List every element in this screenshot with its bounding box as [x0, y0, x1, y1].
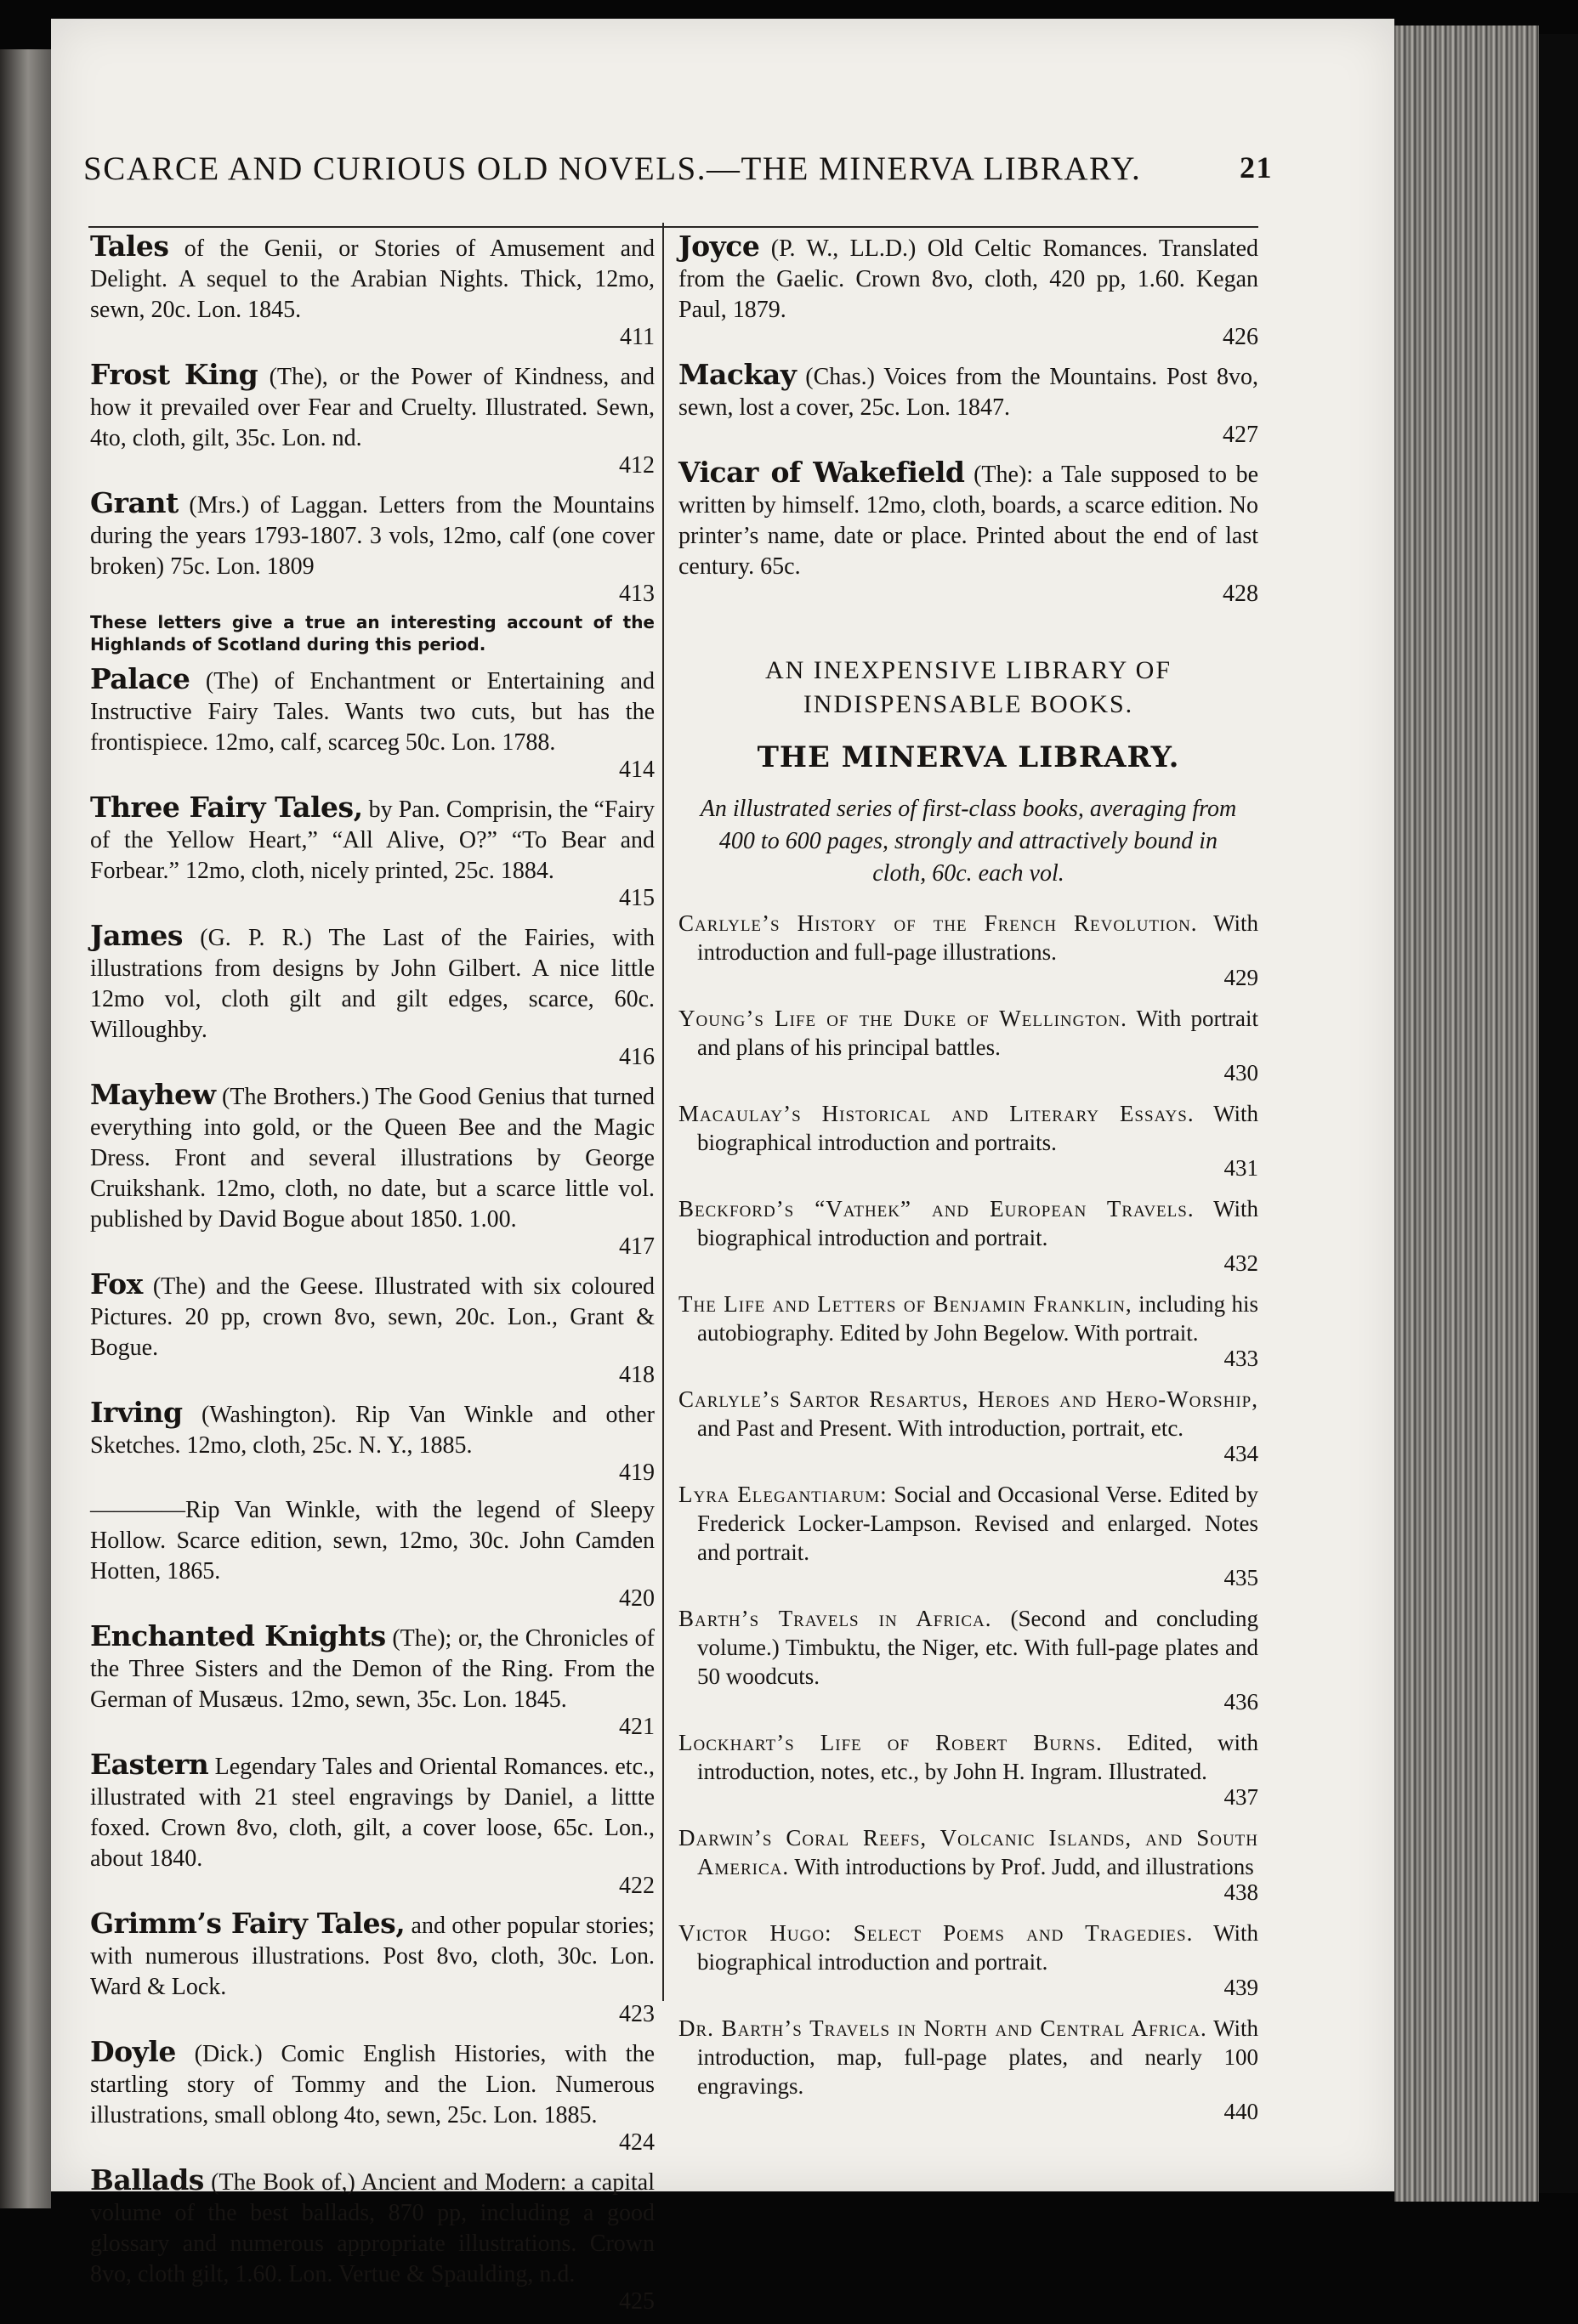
library-item-title: Lyra Elegantiarum:: [678, 1482, 888, 1507]
catalog-entry: [90, 1908, 655, 2030]
entry-text: and other popular stories; with numerous illustrations. Post 8vo, cloth, 30c. Lon. Ward & Lock.: [90, 1913, 655, 2000]
entry-text: of the Genii, or Stories of Amusement and Delight. A sequel to the Arabian Nights. Thick, 12mo, sewn, 20c. Lon. 1845.: [90, 235, 656, 323]
entry-text: (The) and the Geese. Illustrated with six coloured Pictures. 20 pp, crown 8vo, sewn, 20c. Lon., Grant & Bogue.: [90, 1273, 656, 1361]
library-item: [678, 1919, 1258, 2002]
entry-text: (G. P. R.) The Last of the Fairies, with illustrations from designs by John Gilbert. A nice little 12mo vol, cloth gilt and gilt edges, scarce, 60c. Willoughby.: [90, 925, 655, 1043]
library-item-text: With biographical introduction and portraits.: [697, 1101, 1258, 1155]
entry-text: (Chas.) Voices from the Mountains. Post 8vo, sewn, lost a cover, 25c. Lon. 1847.: [678, 364, 1259, 421]
catalog-entry: [90, 1080, 655, 1262]
entry-head: Eastern: [90, 1748, 209, 1781]
entry-number: 428: [1223, 581, 1258, 607]
entry-text: Legendary Tales and Oriental Romances. etc., illustrated with 21 steel engravings by Daniel, a littte foxed. Crown 8vo, cloth, gilt, a cover loose, 65c. Lon., about 1840.: [90, 1754, 655, 1872]
catalog-entry: [90, 664, 655, 785]
catalog-entry: [90, 1269, 655, 1391]
entry-number: 420: [619, 1585, 655, 1612]
catalog-entry: [90, 921, 655, 1073]
library-item-title: Young’s Life of the Duke of Wellington.: [678, 1006, 1127, 1031]
library-item-text: With introductions by Prof. Judd, and illustrations: [794, 1854, 1254, 1879]
catalog-entry: [90, 488, 655, 609]
library-item-number: 439: [1223, 1975, 1258, 2000]
library-item-number: 432: [1223, 1250, 1258, 1276]
library-item: [678, 2014, 1258, 2126]
entry-text: by Pan. Comprisin, the “Fairy of the Yellow Heart,” “All Alive, O?” “To Bear and Forbear.” 12mo, cloth, nicely printed, 25c. 1884.: [90, 796, 656, 884]
library-item: [678, 1604, 1258, 1716]
entry-text: (Washington). Rip Van Winkle and other Sketches. 12mo, cloth, 25c. N. Y., 1885.: [90, 1402, 655, 1459]
entry-number: 418: [619, 1362, 655, 1388]
library-description: An illustrated series of first-class books, averaging from 400 to 600 pages, strongly and attractively bound in cloth, 60c. each vol.: [700, 796, 1237, 887]
catalog-entry: [90, 1621, 655, 1743]
library-item-text: With introduction and full-page illustrations.: [697, 910, 1258, 965]
library-item-text: With portrait and plans of his principal battles.: [697, 1006, 1258, 1060]
catalog-entry: [678, 231, 1258, 353]
library-item-title: Carlyle’s Sartor Resartus, Heroes and Hero-Worship,: [678, 1386, 1258, 1412]
library-item-title: Lockhart’s Life of Robert Burns.: [678, 1730, 1103, 1755]
catalog-entry: [90, 1749, 655, 1902]
entry-head: Palace: [90, 662, 190, 695]
library-item-title: Victor Hugo: Select Poems and Tragedies.: [678, 1920, 1194, 1946]
entry-text: (The Brothers.) The Good Genius that turned everything into gold, or the Queen Bee and the Magic Dress. Front and several illustrations by George Cruikshank. 12mo, cloth, no date, but a scarce little vol. published by David Bogue about 1850. 1.00.: [90, 1084, 655, 1233]
entry-text: (The) of Enchantment or Entertaining and Instructive Fairy Tales. Wants two cuts, but has the frontispiece. 12mo, calf, scarceg 50c. Lon. 1788.: [90, 668, 655, 756]
entry-number: 426: [1223, 324, 1258, 350]
entry-number: 417: [619, 1233, 655, 1260]
library-item-title: Macaulay’s Historical and Literary Essays.: [678, 1101, 1195, 1126]
entry-number: 427: [1223, 422, 1258, 448]
page-block-edge: [1394, 26, 1539, 2202]
entry-text: (The): a Tale supposed to be written by himself. 12mo, cloth, boards, a scarce edition. No printer’s name, date or place. Printed about the end of last century. 65c.: [678, 462, 1259, 580]
entry-number: 412: [619, 452, 655, 479]
entry-number: 423: [619, 2001, 655, 2027]
entry-number: 415: [619, 885, 655, 911]
library-heading: AN INEXPENSIVE LIBRARY OF INDISPENSABLE BOOKS.: [764, 656, 1172, 718]
entry-head: Tales: [90, 230, 169, 263]
library-item: [678, 1480, 1258, 1592]
entry-head: Frost King: [90, 358, 258, 391]
entry-dash: ————: [90, 1497, 185, 1523]
running-head: [83, 150, 1273, 188]
catalog-entry: [90, 1495, 655, 1614]
library-item-text: Social and Occasional Verse. Edited by Frederick Locker-Lampson. Revised and enlarged. Notes and portrait.: [697, 1482, 1259, 1565]
entry-text: Rip Van Winkle, with the legend of Sleepy Hollow. Scarce edition, sewn, 12mo, 30c. John Camden Hotten, 1865.: [90, 1497, 655, 1584]
entry-number: 421: [619, 1714, 655, 1740]
entry-number: 422: [619, 1873, 655, 1899]
catalog-entry: [90, 792, 655, 914]
library-item-number: 437: [1223, 1784, 1258, 1810]
library-item: [678, 1099, 1258, 1182]
library-item-text: and Past and Present. With introduction, portrait, etc.: [697, 1415, 1184, 1441]
library-item-text: including his autobiography. Edited by John Begelow. With portrait.: [697, 1291, 1259, 1346]
library-item-number: 429: [1223, 965, 1258, 990]
library-item-title: Carlyle’s History of the French Revolution.: [678, 910, 1198, 936]
header-rule: [88, 226, 1258, 228]
entry-text: (P. W., LL.D.) Old Celtic Romances. Translated from the Gaelic. Crown 8vo, cloth, 420 pp, 1.60. Kegan Paul, 1879.: [678, 235, 1259, 323]
grant-note: These letters give a true an interesting account of the Highlands of Scotland during this period.: [90, 612, 655, 655]
library-item-text: With introduction, map, full-page plates, and nearly 100 engravings.: [697, 2015, 1258, 2099]
entry-text: (Mrs.) of Laggan. Letters from the Mountains during the years 1793-1807. 3 vols, 12mo, calf (one cover broken) 75c. Lon. 1809: [90, 492, 656, 580]
catalog-entry: [678, 457, 1258, 609]
library-item-number: 430: [1223, 1060, 1258, 1085]
entry-head: Vicar of Wakefield: [678, 456, 965, 489]
entry-number: 413: [619, 581, 655, 607]
library-item-text: With biographical introduction and portrait.: [697, 1920, 1258, 1975]
entry-number: 411: [620, 324, 655, 350]
entry-text: (Dick.) Comic English Histories, with the startling story of Tommy and the Lion. Numerous illustrations, small oblong 4to, sewn, 25c. Lon. 1885.: [90, 2041, 655, 2128]
library-item-number: 436: [1223, 1689, 1258, 1715]
column-rule: [662, 223, 664, 2001]
entry-head: Mackay: [678, 358, 797, 391]
catalog-entry: [678, 360, 1258, 451]
library-item-number: 434: [1223, 1441, 1258, 1466]
entry-number: 414: [619, 757, 655, 783]
catalog-entry: [90, 1397, 655, 1488]
library-item-title: Dr. Barth’s Travels in North and Central Africa.: [678, 2015, 1207, 2041]
facing-page-edge: [0, 49, 51, 2208]
catalog-entry: [90, 360, 655, 481]
library-item-title: Beckford’s “Vathek” and European Travels.: [678, 1196, 1195, 1222]
entry-text: (The); or, the Chronicles of the Three Sisters and the Demon of the Ring. From the German of Musæus. 12mo, sewn, 35c. Lon. 1845.: [90, 1625, 655, 1713]
entry-head: Fox: [90, 1267, 143, 1301]
catalog-entry: [90, 231, 655, 353]
library-item: [678, 1385, 1258, 1468]
entry-number: 424: [619, 2129, 655, 2156]
entry-head: Grant: [90, 486, 179, 519]
entry-head: Ballads: [90, 2163, 204, 2196]
entry-text: (The Book of,) Ancient and Modern: a capital volume of the best ballads, 870 pp, including a good glossary and numerous appropriate illustrations. Crown 8vo, cloth gilt, 1.60. Lon. Vertue & Spaulding, n.d.: [90, 2169, 655, 2287]
entry-head: James: [90, 919, 183, 952]
left-column: [90, 231, 655, 2324]
library-item-text: Edited, with introduction, notes, etc., by John H. Ingram. Illustrated.: [697, 1730, 1259, 1784]
catalog-entry: [90, 2165, 655, 2317]
background-shadow: [1539, 34, 1578, 2193]
library-item-title: Darwin’s Coral Reefs, Volcanic Islands, and South America.: [678, 1825, 1258, 1879]
entry-head: Enchanted Knights: [90, 1619, 386, 1652]
library-title: THE MINERVA LIBRARY.: [757, 740, 1180, 774]
entry-head: Grimm’s Fairy Tales,: [90, 1907, 406, 1940]
library-item: [678, 1004, 1258, 1087]
entry-number: 425: [619, 2288, 655, 2315]
entry-number: 416: [619, 1044, 655, 1070]
library-item: [678, 1290, 1258, 1373]
library-item-title: The Life and Letters of Benjamin Franklin,: [678, 1291, 1132, 1317]
entry-head: Joyce: [678, 230, 760, 263]
library-item: [678, 1194, 1258, 1278]
entry-head: Doyle: [90, 2035, 176, 2068]
library-item: [678, 1823, 1258, 1907]
library-item-text: With biographical introduction and portrait.: [697, 1196, 1258, 1250]
page-number: 21: [1240, 150, 1273, 184]
library-item-number: 440: [1223, 2099, 1258, 2124]
entry-number: 419: [619, 1460, 655, 1486]
library-item: [678, 909, 1258, 992]
entry-text: (The), or the Power of Kindness, and how it prevailed over Fear and Cruelty. Illustrated. Sewn, 4to, cloth, gilt, 35c. Lon. nd.: [90, 364, 656, 451]
library-item-number: 435: [1223, 1565, 1258, 1590]
library-item: [678, 1728, 1258, 1811]
entry-head: Mayhew: [90, 1078, 216, 1111]
entry-head: Three Fairy Tales,: [90, 791, 363, 824]
library-item-number: 438: [1223, 1879, 1258, 1905]
right-column: [678, 231, 1258, 2138]
library-item-text: (Second and concluding volume.) Timbuktu, the Niger, etc. With full-page plates and 50 woodcuts.: [697, 1606, 1258, 1689]
library-item-title: Barth’s Travels in Africa.: [678, 1606, 992, 1631]
library-item-number: 433: [1223, 1346, 1258, 1371]
running-head-title: SCARCE AND CURIOUS OLD NOVELS.—THE MINERVA LIBRARY.: [83, 150, 1142, 187]
entry-head: Irving: [90, 1396, 183, 1429]
catalog-entry: [90, 2037, 655, 2158]
library-item-number: 431: [1223, 1155, 1258, 1181]
